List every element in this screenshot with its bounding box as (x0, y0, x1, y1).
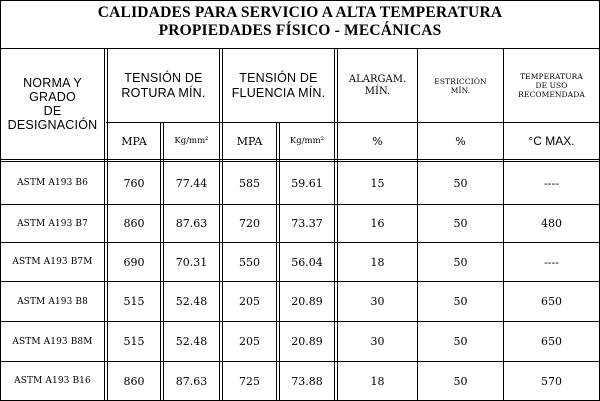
cell-fluencia-kgmm2: 56.04 (291, 255, 323, 269)
cell-grade: ASTM A193 B16 (14, 376, 91, 386)
cell-rotura-mpa: 515 (123, 335, 145, 348)
cell-alargamiento: 18 (370, 255, 385, 269)
header-norma: NORMA Y GRADO DE DESIGNACIÓN (7, 76, 98, 132)
cell-estriccion: 50 (453, 295, 468, 308)
header-temperatura: TEMPERATURA DE USO RECOMENDADA (518, 72, 585, 99)
title-line-1: CALIDADES PARA SERVICIO A ALTA TEMPERATURA (97, 4, 503, 21)
cell-fluencia-kgmm2: 59.61 (291, 176, 323, 190)
unit-fluencia-mpa: MPA (236, 134, 263, 148)
cell-fluencia-kgmm2: 73.88 (291, 374, 323, 388)
unit-rotura-kgmm2: Kg/mm² (174, 136, 209, 146)
cell-fluencia-mpa: 550 (239, 255, 260, 269)
cell-rotura-kgmm2: 87.63 (175, 374, 208, 388)
cell-estriccion: 50 (453, 335, 468, 348)
cell-temperatura: 480 (541, 217, 562, 230)
cell-temperatura: 650 (541, 295, 562, 308)
cell-alargamiento: 30 (370, 295, 385, 308)
cell-rotura-mpa: 515 (123, 295, 145, 308)
cell-rotura-mpa: 860 (123, 217, 145, 230)
cell-fluencia-mpa: 720 (239, 217, 260, 230)
cell-rotura-kgmm2: 52.48 (175, 295, 208, 308)
cell-fluencia-kgmm2: 20.89 (291, 335, 323, 348)
cell-rotura-mpa: 690 (123, 255, 145, 269)
unit-fluencia-kgmm2: Kg/mm² (289, 136, 325, 146)
cell-alargamiento: 15 (370, 176, 385, 190)
cell-grade: ASTM A193 B8M (12, 336, 93, 347)
cell-alargamiento: 18 (370, 374, 385, 388)
cell-grade: ASTM A193 B7 (17, 218, 88, 229)
header-estriccion: ESTRICCIÓN MÍN. (434, 76, 487, 95)
cell-fluencia-mpa: 205 (239, 295, 260, 308)
cell-rotura-mpa: 860 (123, 374, 145, 388)
cell-fluencia-kgmm2: 73.37 (291, 217, 323, 230)
unit-estriccion: % (455, 134, 466, 148)
header-tension-rotura: TENSIÓN DE ROTURA MÍN. (121, 70, 206, 100)
cell-estriccion: 50 (453, 176, 468, 190)
cell-grade: ASTM A193 B6 (17, 178, 88, 188)
header-tension-fluencia: TENSIÓN DE FLUENCIA MÍN. (231, 70, 326, 100)
cell-estriccion: 50 (453, 255, 468, 269)
unit-rotura-mpa: MPA (121, 134, 147, 148)
cell-rotura-kgmm2: 87.63 (175, 217, 208, 230)
cell-estriccion: 50 (453, 374, 468, 388)
unit-temperatura: °C MAX. (528, 134, 575, 148)
cell-rotura-mpa: 760 (123, 176, 145, 190)
cell-temperatura: 650 (541, 335, 562, 348)
cell-fluencia-kgmm2: 20.89 (291, 295, 323, 308)
cell-rotura-kgmm2: 70.31 (175, 255, 208, 269)
cell-grade: ASTM A193 B8 (17, 296, 88, 307)
cell-fluencia-mpa: 205 (239, 335, 260, 348)
cell-alargamiento: 16 (370, 217, 385, 230)
cell-grade: ASTM A193 B7M (12, 257, 93, 267)
header-alargamiento: ALARGAM. MÍN. (348, 73, 407, 97)
cell-alargamiento: 30 (370, 335, 385, 348)
cell-estriccion: 50 (453, 217, 468, 230)
cell-rotura-kgmm2: 77.44 (175, 176, 208, 190)
unit-alargamiento: % (372, 134, 383, 148)
cell-temperatura: ---- (544, 176, 559, 190)
cell-rotura-kgmm2: 52.48 (175, 335, 208, 348)
title-line-2: PROPIEDADES FÍSICO - MECÁNICAS (158, 22, 442, 39)
cell-fluencia-mpa: 585 (239, 176, 260, 190)
cell-temperatura: 570 (541, 374, 562, 388)
cell-fluencia-mpa: 725 (239, 374, 260, 388)
cell-temperatura: ---- (544, 255, 559, 269)
